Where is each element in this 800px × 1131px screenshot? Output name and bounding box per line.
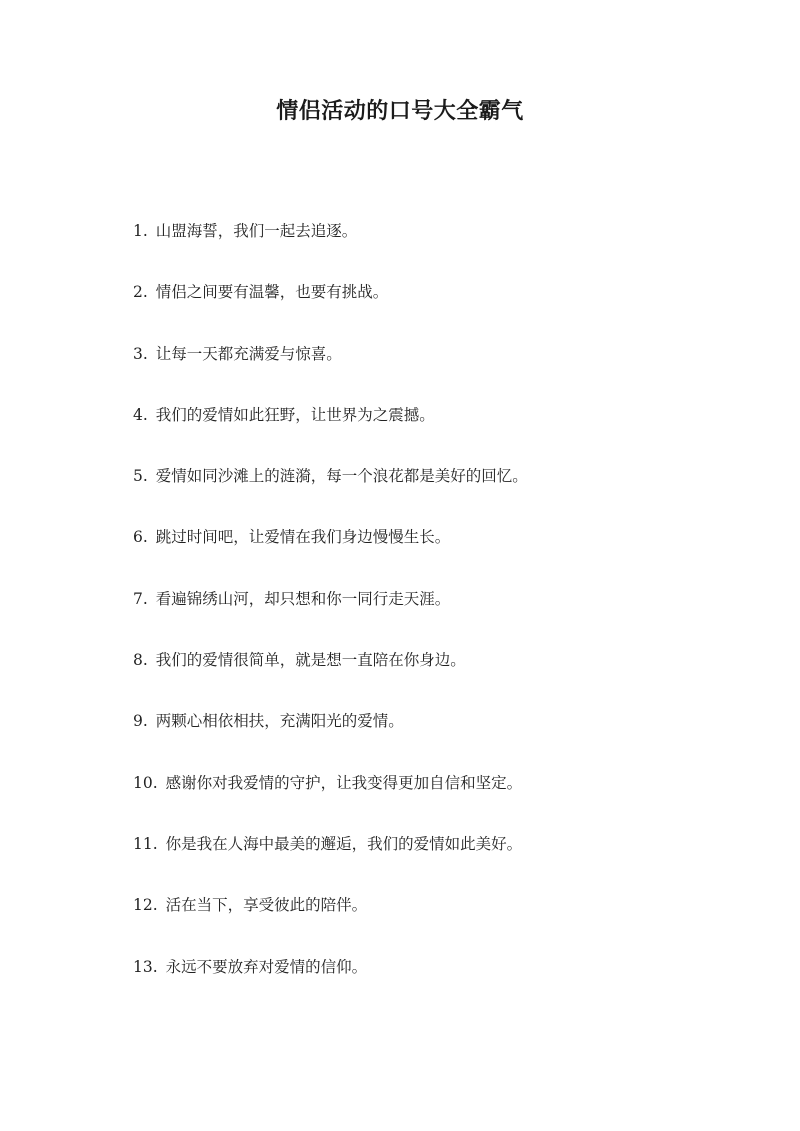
item-text: 两颗心相依相扶，充满阳光的爱情。 (155, 712, 404, 731)
item-number: 13. (133, 957, 158, 976)
item-text: 看遍锦绣山河，却只想和你一同行走天涯。 (155, 589, 451, 608)
list-item (133, 949, 528, 1010)
item-text: 爱情如同沙滩上的涟漪，每一个浪花都是美好的回忆。 (155, 467, 528, 486)
item-text: 情侣之间要有温馨，也要有挑战。 (155, 283, 389, 302)
item-text: 我们的爱情很简单，就是想一直陪在你身边。 (155, 651, 466, 670)
item-text: 感谢你对我爱情的守护，让我变得更加自信和坚定。 (165, 773, 523, 792)
item-number: 10. (133, 773, 158, 792)
item-number: 12. (133, 896, 158, 915)
list-item (133, 274, 528, 335)
item-number: 9. (133, 712, 148, 731)
item-number: 8. (133, 651, 148, 670)
list-item (133, 642, 528, 703)
item-text: 跳过时间吧，让爱情在我们身边慢慢生长。 (155, 528, 451, 547)
item-text: 你是我在人海中最美的邂逅，我们的爱情如此美好。 (165, 834, 523, 853)
list-item (133, 765, 528, 826)
item-number: 1. (133, 222, 148, 240)
list-item (133, 519, 528, 580)
slogan-list (133, 213, 528, 1010)
item-text: 我们的爱情如此狂野，让世界为之震撼。 (155, 405, 435, 424)
item-number: 2. (133, 283, 148, 302)
item-number: 11. (133, 834, 158, 853)
item-number: 6. (133, 528, 148, 547)
item-text: 永远不要放弃对爱情的信仰。 (165, 957, 368, 976)
item-number: 3. (133, 344, 148, 363)
list-item (133, 703, 528, 764)
list-item (133, 213, 528, 274)
list-item (133, 336, 528, 397)
item-text: 山盟海誓，我们一起去追逐。 (155, 222, 358, 240)
list-item (133, 397, 528, 458)
item-text: 活在当下，享受彼此的陪伴。 (165, 896, 368, 915)
item-text: 让每一天都充满爱与惊喜。 (155, 344, 342, 363)
item-number: 7. (133, 589, 148, 608)
item-number: 5. (133, 467, 148, 486)
document-title: 情侣活动的口号大全霸气 (276, 98, 524, 124)
list-item (133, 887, 528, 948)
item-number: 4. (133, 405, 148, 424)
list-item (133, 581, 528, 642)
list-item (133, 458, 528, 519)
list-item (133, 826, 528, 887)
